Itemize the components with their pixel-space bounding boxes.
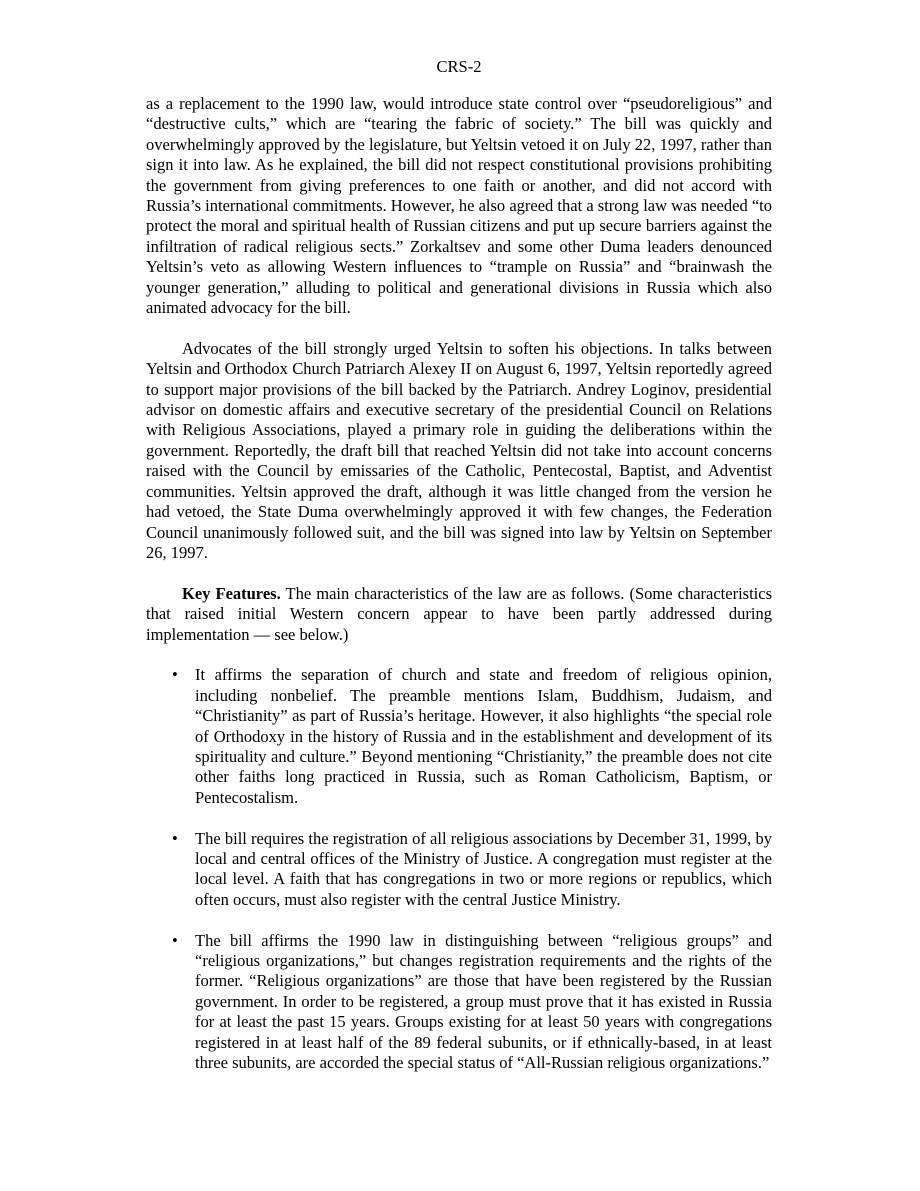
bullet-icon: • xyxy=(172,828,178,848)
page-id: CRS-2 xyxy=(436,57,482,76)
list-item-text: It affirms the separation of church and state and freedom of religious opinion, including nonbelief. The preamble mentions Islam, Buddhism, Judaism, and “Christianity” as part of Russia’s heritage. However, it also highlights “the special role of Orthodoxy in the history of Russia and in the establishment and development of its spirituality and culture.” Beyond mentioning “Christianity,” the preamble does not cite other faiths long practiced in Russia, such as Roman Catholicism, Baptism, or Pentecostalism. xyxy=(195,665,772,807)
bullet-icon: • xyxy=(172,930,178,950)
paragraph-key-features xyxy=(146,584,772,645)
paragraph-veto: as a replacement to the 1990 law, would introduce state control over “pseudoreligious” and “destructive cults,” which are “tearing the fabric of society.” The bill was quickly and overwhelmingly approved by the legislature, but Yeltsin vetoed it on July 22, 1997, rather than sign it into law. As he explained, the bill did not respect constitutional provisions prohibiting the government from giving preferences to one faith or another, and did not accord with Russia’s international commitments. However, he also agreed that a strong law was needed “to protect the moral and spiritual health of Russian citizens and put up secure barriers against the infiltration of radical religious sects.” Zorkaltsev and some other Duma leaders denounced Yeltsin’s veto as allowing Western influences to “trample on Russia” and “brainwash the younger generation,” alluding to political and generational divisions in Russia which also animated advocacy for the bill. xyxy=(146,94,772,318)
key-features-heading: Key Features. xyxy=(182,583,281,603)
list-item xyxy=(146,931,772,1074)
list-item xyxy=(146,829,772,911)
feature-list xyxy=(146,665,772,1073)
document-body xyxy=(146,94,772,1094)
bullet-icon: • xyxy=(172,665,178,685)
key-features-text: The main characteristics of the law are as follows. (Some characteristics that raised initial Western concern appear to have been partly addressed during implementation — see below.) xyxy=(146,583,772,644)
list-item xyxy=(146,665,772,808)
page-header xyxy=(146,57,772,77)
list-item-text: The bill requires the registration of all religious associations by December 31, 1999, by local and central offices of the Ministry of Justice. A congregation must register at the local level. A faith that has congregations in two or more regions or republics, which often occurs, must also register with the central Justice Ministry. xyxy=(195,828,772,909)
list-item-text: The bill affirms the 1990 law in distinguishing between “religious groups” and “religious organizations,” but changes registration requirements and the rights of the former. “Religious organizations” are those that have been registered by the Russian government. In order to be registered, a group must prove that it has existed in Russia for at least the past 15 years. Groups existing for at least 50 years with congregations registered in at least half of the 89 federal subunits, or if ethnically-based, in at least three subunits, are accorded the special status of “All-Russian religious organizations.” xyxy=(195,930,772,1073)
paragraph-advocates: Advocates of the bill strongly urged Yeltsin to soften his objections. In talks between Yeltsin and Orthodox Church Patriarch Alexey II on August 6, 1997, Yeltsin reportedly agreed to support major provisions of the bill backed by the Patriarch. Andrey Loginov, presidential advisor on domestic affairs and executive secretary of the presidential Council on Relations with Religious Associations, played a primary role in guiding the deliberations within the government. Reportedly, the draft bill that reached Yeltsin did not take into account concerns raised with the Council by emissaries of the Catholic, Pentecostal, Baptist, and Adventist communities. Yeltsin approved the draft, although it was little changed from the version he had vetoed, the State Duma overwhelmingly approved it with few changes, the Federation Council unanimously followed suit, and the bill was signed into law by Yeltsin on September 26, 1997. xyxy=(146,338,772,562)
